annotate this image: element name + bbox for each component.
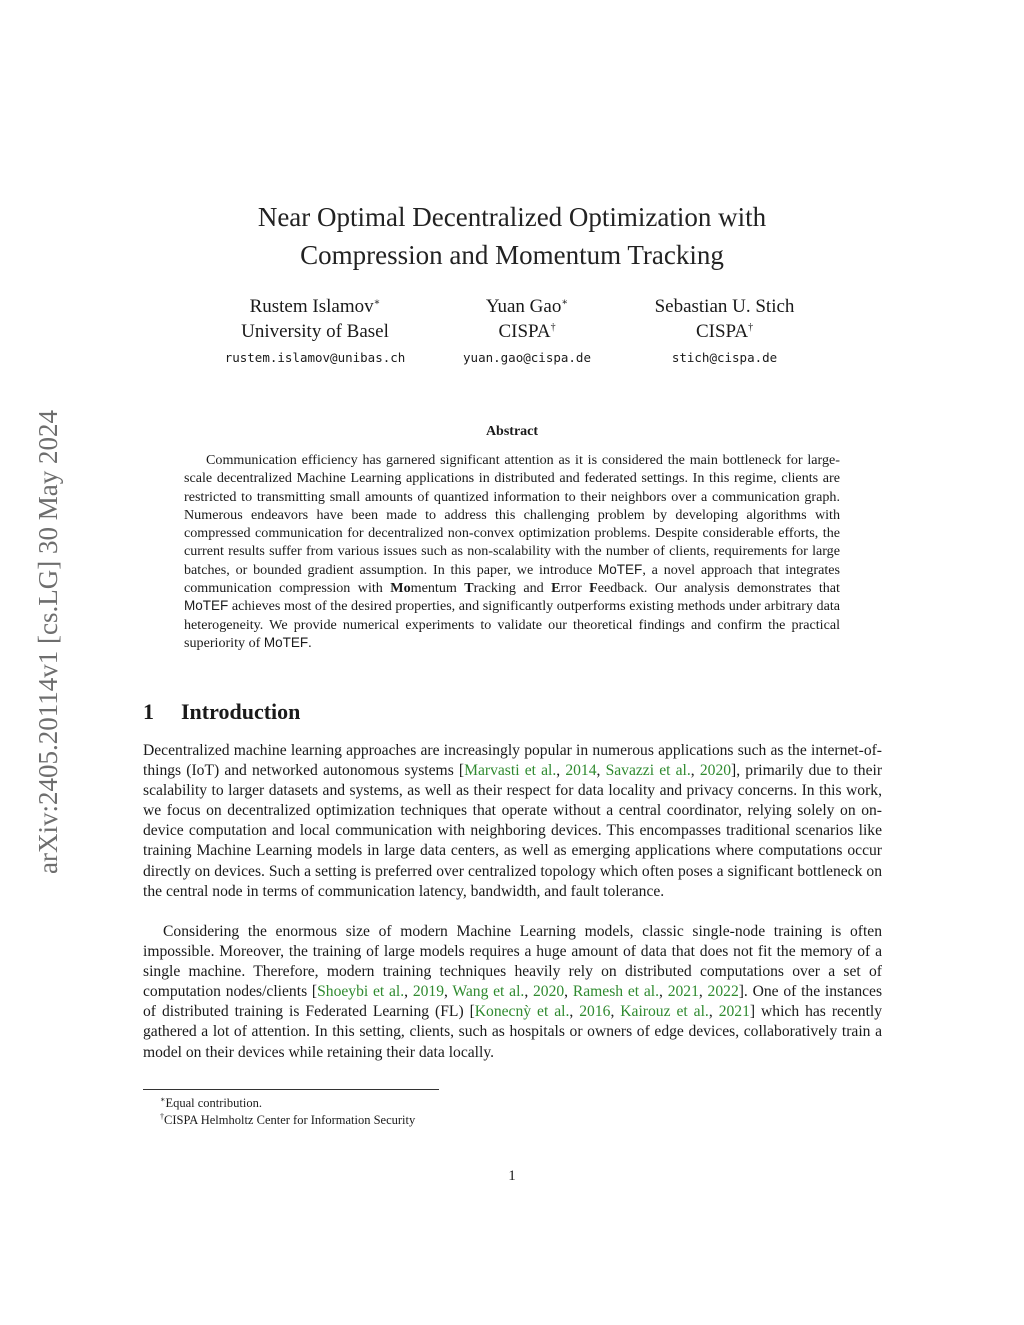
p2-sep-4: , bbox=[564, 983, 573, 1001]
p1-sep-1: , bbox=[556, 762, 566, 780]
author-3-name: Sebastian U. Stich bbox=[654, 296, 795, 317]
paper-title bbox=[150, 198, 874, 274]
abstract-text-3: achieves most of the desired properties, and significantly outperforms existing methods under arbitrary data heterogeneity. We provide numerical experiments to validate our theoretical findings and confirm the practical superiority of bbox=[184, 598, 840, 651]
abstract-heading: Abstract bbox=[485, 424, 539, 439]
p2-text-3: ] which has recently gathered a lot of attention. In this setting, clients, such as hospitals or owners of edge devices, collaboratively train a model on their devices while retaining their data locally. bbox=[143, 1003, 883, 1061]
author-1-affiliation: University of Basel bbox=[241, 321, 389, 342]
footnotes bbox=[160, 1095, 415, 1128]
citation-link[interactable]: Wang et al. bbox=[452, 983, 525, 1001]
author-3 bbox=[622, 294, 827, 370]
citation-link[interactable]: Kairouz et al. bbox=[620, 1003, 709, 1021]
citation-link[interactable]: 2021 bbox=[667, 983, 699, 1001]
author-3-affil-mark: † bbox=[748, 322, 754, 333]
citation-link[interactable]: 2014 bbox=[565, 762, 597, 780]
arxiv-identifier-stamp: arXiv:2405.20114v1 [cs.LG] 30 May 2024 bbox=[33, 410, 63, 874]
author-2-name: Yuan Gao bbox=[485, 296, 562, 317]
author-2-email[interactable]: yuan.gao@cispa.de bbox=[463, 350, 591, 365]
p2-sep-6: , bbox=[698, 983, 708, 1001]
footnote-2 bbox=[160, 1112, 415, 1129]
citation-link[interactable]: 2020 bbox=[532, 983, 565, 1001]
author-1 bbox=[205, 294, 425, 370]
p2-text-2: ]. One of the instances of distributed training is Federated Learning (FL) [ bbox=[143, 983, 883, 1021]
citation-link[interactable]: Shoeybi et al. bbox=[317, 983, 405, 1001]
author-3-affiliation: CISPA bbox=[695, 321, 749, 342]
acronym-f-rest: eedback. Our analysis demonstrates that bbox=[597, 580, 840, 597]
abstract-body bbox=[184, 451, 840, 652]
acronym-t-rest: racking and bbox=[473, 580, 552, 597]
author-2 bbox=[447, 294, 607, 370]
abstract-text-1: Communication efficiency has garnered significant attention as it is considered the main bottleneck for large-scale decentralized Machine Learning applications in distributed and federated settings. In this regime, clients are restricted to transmitting small amounts of quantized information to their neighbors over a communication graph. Numerous endeavors have been made to address this challenging problem by developing algorithms with compressed communication for decentralized non-convex optimization problems. Despite considerable efforts, the current results suffer from various issues such as non-scalability with the number of clients, requirements for large batches, or bounded gradient assumption. In this paper, we introduce bbox=[184, 452, 840, 578]
p1-sep-2: , bbox=[596, 762, 606, 780]
author-1-email[interactable]: rustem.islamov@unibas.ch bbox=[224, 350, 406, 365]
acronym-e-rest: rror bbox=[560, 580, 590, 597]
section-heading-introduction bbox=[143, 699, 300, 725]
citation-link[interactable]: 2022 bbox=[707, 983, 739, 1001]
author-3-email[interactable]: stich@cispa.de bbox=[671, 350, 778, 365]
p2-sep-1: , bbox=[404, 983, 413, 1001]
acronym-mo-rest: mentum bbox=[410, 580, 465, 597]
footnote-1-text: Equal contribution. bbox=[165, 1096, 262, 1110]
citation-link[interactable]: Ramesh et al. bbox=[572, 983, 660, 1001]
citation-link[interactable]: 2016 bbox=[579, 1003, 611, 1021]
abstract-end: . bbox=[308, 634, 312, 651]
citation-link[interactable]: 2019 bbox=[412, 983, 444, 1001]
title-line-1: Near Optimal Decentralized Optimization with bbox=[257, 202, 767, 232]
method-name-2: MoTEF bbox=[184, 598, 229, 614]
intro-paragraph-2 bbox=[143, 922, 882, 1063]
footnote-1 bbox=[160, 1095, 415, 1112]
section-title: Introduction bbox=[181, 699, 301, 724]
author-2-affil-mark: † bbox=[550, 322, 556, 333]
author-2-affiliation: CISPA bbox=[498, 321, 551, 342]
citation-link[interactable]: 2021 bbox=[718, 1003, 750, 1021]
p1-sep-3: , bbox=[690, 762, 700, 780]
p2-sep-10: , bbox=[708, 1003, 719, 1021]
footnote-2-mark: † bbox=[160, 1111, 164, 1121]
author-1-mark: ∗ bbox=[373, 297, 381, 308]
author-1-name: Rustem Islamov bbox=[249, 296, 374, 317]
citation-link[interactable]: Savazzi et al. bbox=[605, 762, 691, 780]
p2-sep-9: , bbox=[610, 1003, 621, 1021]
p2-text-1: Considering the enormous size of modern Machine Learning models, classic single-node training is often impossible. Moreover, the training of large models requires a huge amount of data that does not fit the memory of a single machine. Therefore, modern training techniques heavily rely on distributed computations over a set of computation nodes/clients [ bbox=[143, 923, 882, 1001]
citation-link[interactable]: Konecnỳ et al. bbox=[474, 1003, 570, 1021]
footnote-2-text: CISPA Helmholtz Center for Information Security bbox=[164, 1112, 416, 1127]
acronym-e: E bbox=[551, 580, 561, 597]
acronym-f: F bbox=[589, 580, 598, 597]
citation-link[interactable]: Marvasti et al. bbox=[464, 762, 557, 780]
p1-text-2: ], primarily due to their scalability to larger datasets and systems, as well as their respect for data locality and privacy concerns. In this work, we focus on decentralized optimization techniques that operate without a central coordinator, relying solely on on-device computation and local communication with neighboring devices. This encompasses traditional scenarios like training Machine Learning models in large data centers, as well as emerging applications where computations occur directly on devices. Such a setting is preferred over centralized topology which often poses a significant bottleneck on the central node in terms of communication latency, bandwidth, and fault tolerance. bbox=[143, 762, 883, 900]
author-2-mark: ∗ bbox=[561, 297, 569, 308]
acronym-mo: Mo bbox=[390, 580, 411, 597]
citation-link[interactable]: 2020 bbox=[699, 762, 732, 780]
title-line-2: Compression and Momentum Tracking bbox=[300, 240, 724, 270]
p2-sep-8: , bbox=[569, 1003, 580, 1021]
footnote-divider bbox=[143, 1089, 439, 1090]
method-name-1: MoTEF bbox=[598, 561, 643, 577]
acronym-t: T bbox=[464, 580, 474, 597]
page-number: 1 bbox=[508, 1168, 516, 1184]
p2-sep-2: , bbox=[444, 983, 453, 1001]
footnote-1-mark: ∗ bbox=[160, 1095, 166, 1104]
section-number: 1 bbox=[143, 699, 154, 724]
abstract-text-2: , a novel approach that integrates communication compression with bbox=[184, 561, 840, 597]
p2-sep-5: , bbox=[659, 983, 668, 1001]
method-name-3: MoTEF bbox=[263, 634, 309, 650]
p1-text-1: Decentralized machine learning approaches are increasingly popular in numerous applications such as the internet-of-things (IoT) and networked autonomous systems [ bbox=[143, 742, 882, 780]
intro-paragraph-1 bbox=[143, 741, 882, 902]
p2-sep-3: , bbox=[524, 983, 533, 1001]
